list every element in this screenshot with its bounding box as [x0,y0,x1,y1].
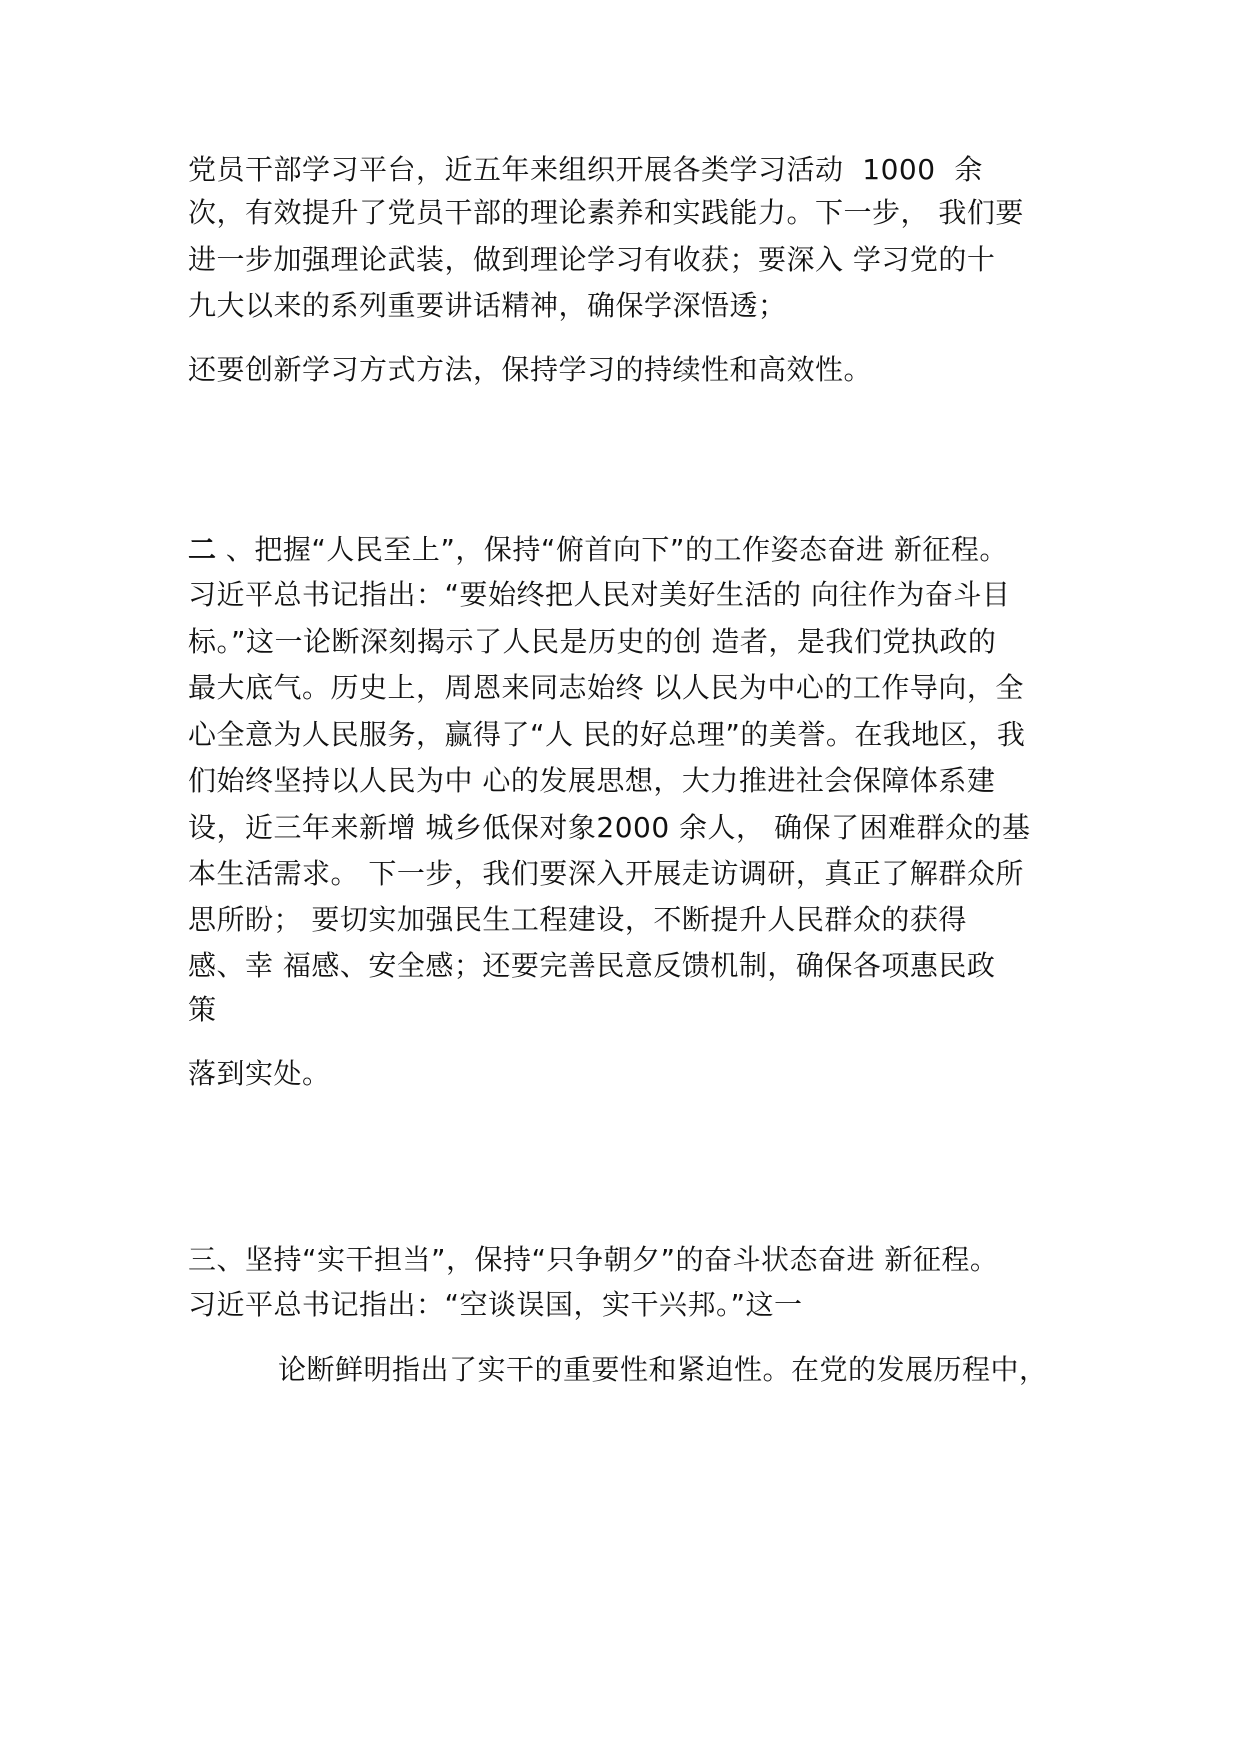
text-line: 习近平总书记指出：“要始终把人民对美好生活的 向往作为奋斗目 [188,578,1011,611]
text-line: 落到实处。 [188,1057,331,1090]
text-line: 最大底气。历史上，周恩来同志始终 以人民为中心的工作导向，全 [188,671,1024,704]
text-line: 思所盼； 要切实加强民生工程建设，不断提升人民群众的获得 [188,903,967,936]
text-line: 标。”这一论断深刻揭示了人民是历史的创 造者，是我们党执政的 [188,625,997,658]
text-line: 党员干部学习平台，近五年来组织开展各类学习活动 1000 余 [188,153,983,186]
text-line: 九大以来的系列重要讲话精神，确保学深悟透； [188,289,787,322]
text-line: 策 [188,993,217,1026]
text-line: 感、幸 福感、安全感；还要完善民意反馈机制，确保各项惠民政 [188,949,996,982]
text-line: 还要创新学习方式方法，保持学习的持续性和高效性。 [188,353,873,386]
section-heading [188,530,1008,570]
text-line: 心全意为人民服务，赢得了“人 民的好总理”的美誉。在我地区，我 [188,718,1026,751]
text-line: 进一步加强理论武装，做到理论学习有收获；要深入 学习党的十 [188,243,996,276]
heading-text: 、把握“人民至上”，保持“俯首向下”的工作姿态奋进 新征程。 [216,533,1008,566]
text-line: 设，近三年来新增 城乡低保对象2000 余人， 确保了困难群众的基 [188,811,1031,844]
text-line: 论断鲜明指出了实干的重要性和紧迫性。在党的发展历程中， [278,1353,1048,1386]
text-line: 本生活需求。 下一步，我们要深入开展走访调研，真正了解群众所 [188,857,1024,890]
section-heading: 三、坚持“实干担当”，保持“只争朝夕”的奋斗状态奋进 新征程。 [188,1243,999,1276]
heading-number: 二 [188,533,217,566]
text-line: 次，有效提升了党员干部的理论素养和实践能力。下一步， 我们要 [188,196,1024,229]
text-line: 们始终坚持以人民为中 心的发展思想，大力推进社会保障体系建 [188,764,996,797]
text-line: 习近平总书记指出：“空谈误国，实干兴邦。”这一 [188,1288,803,1321]
